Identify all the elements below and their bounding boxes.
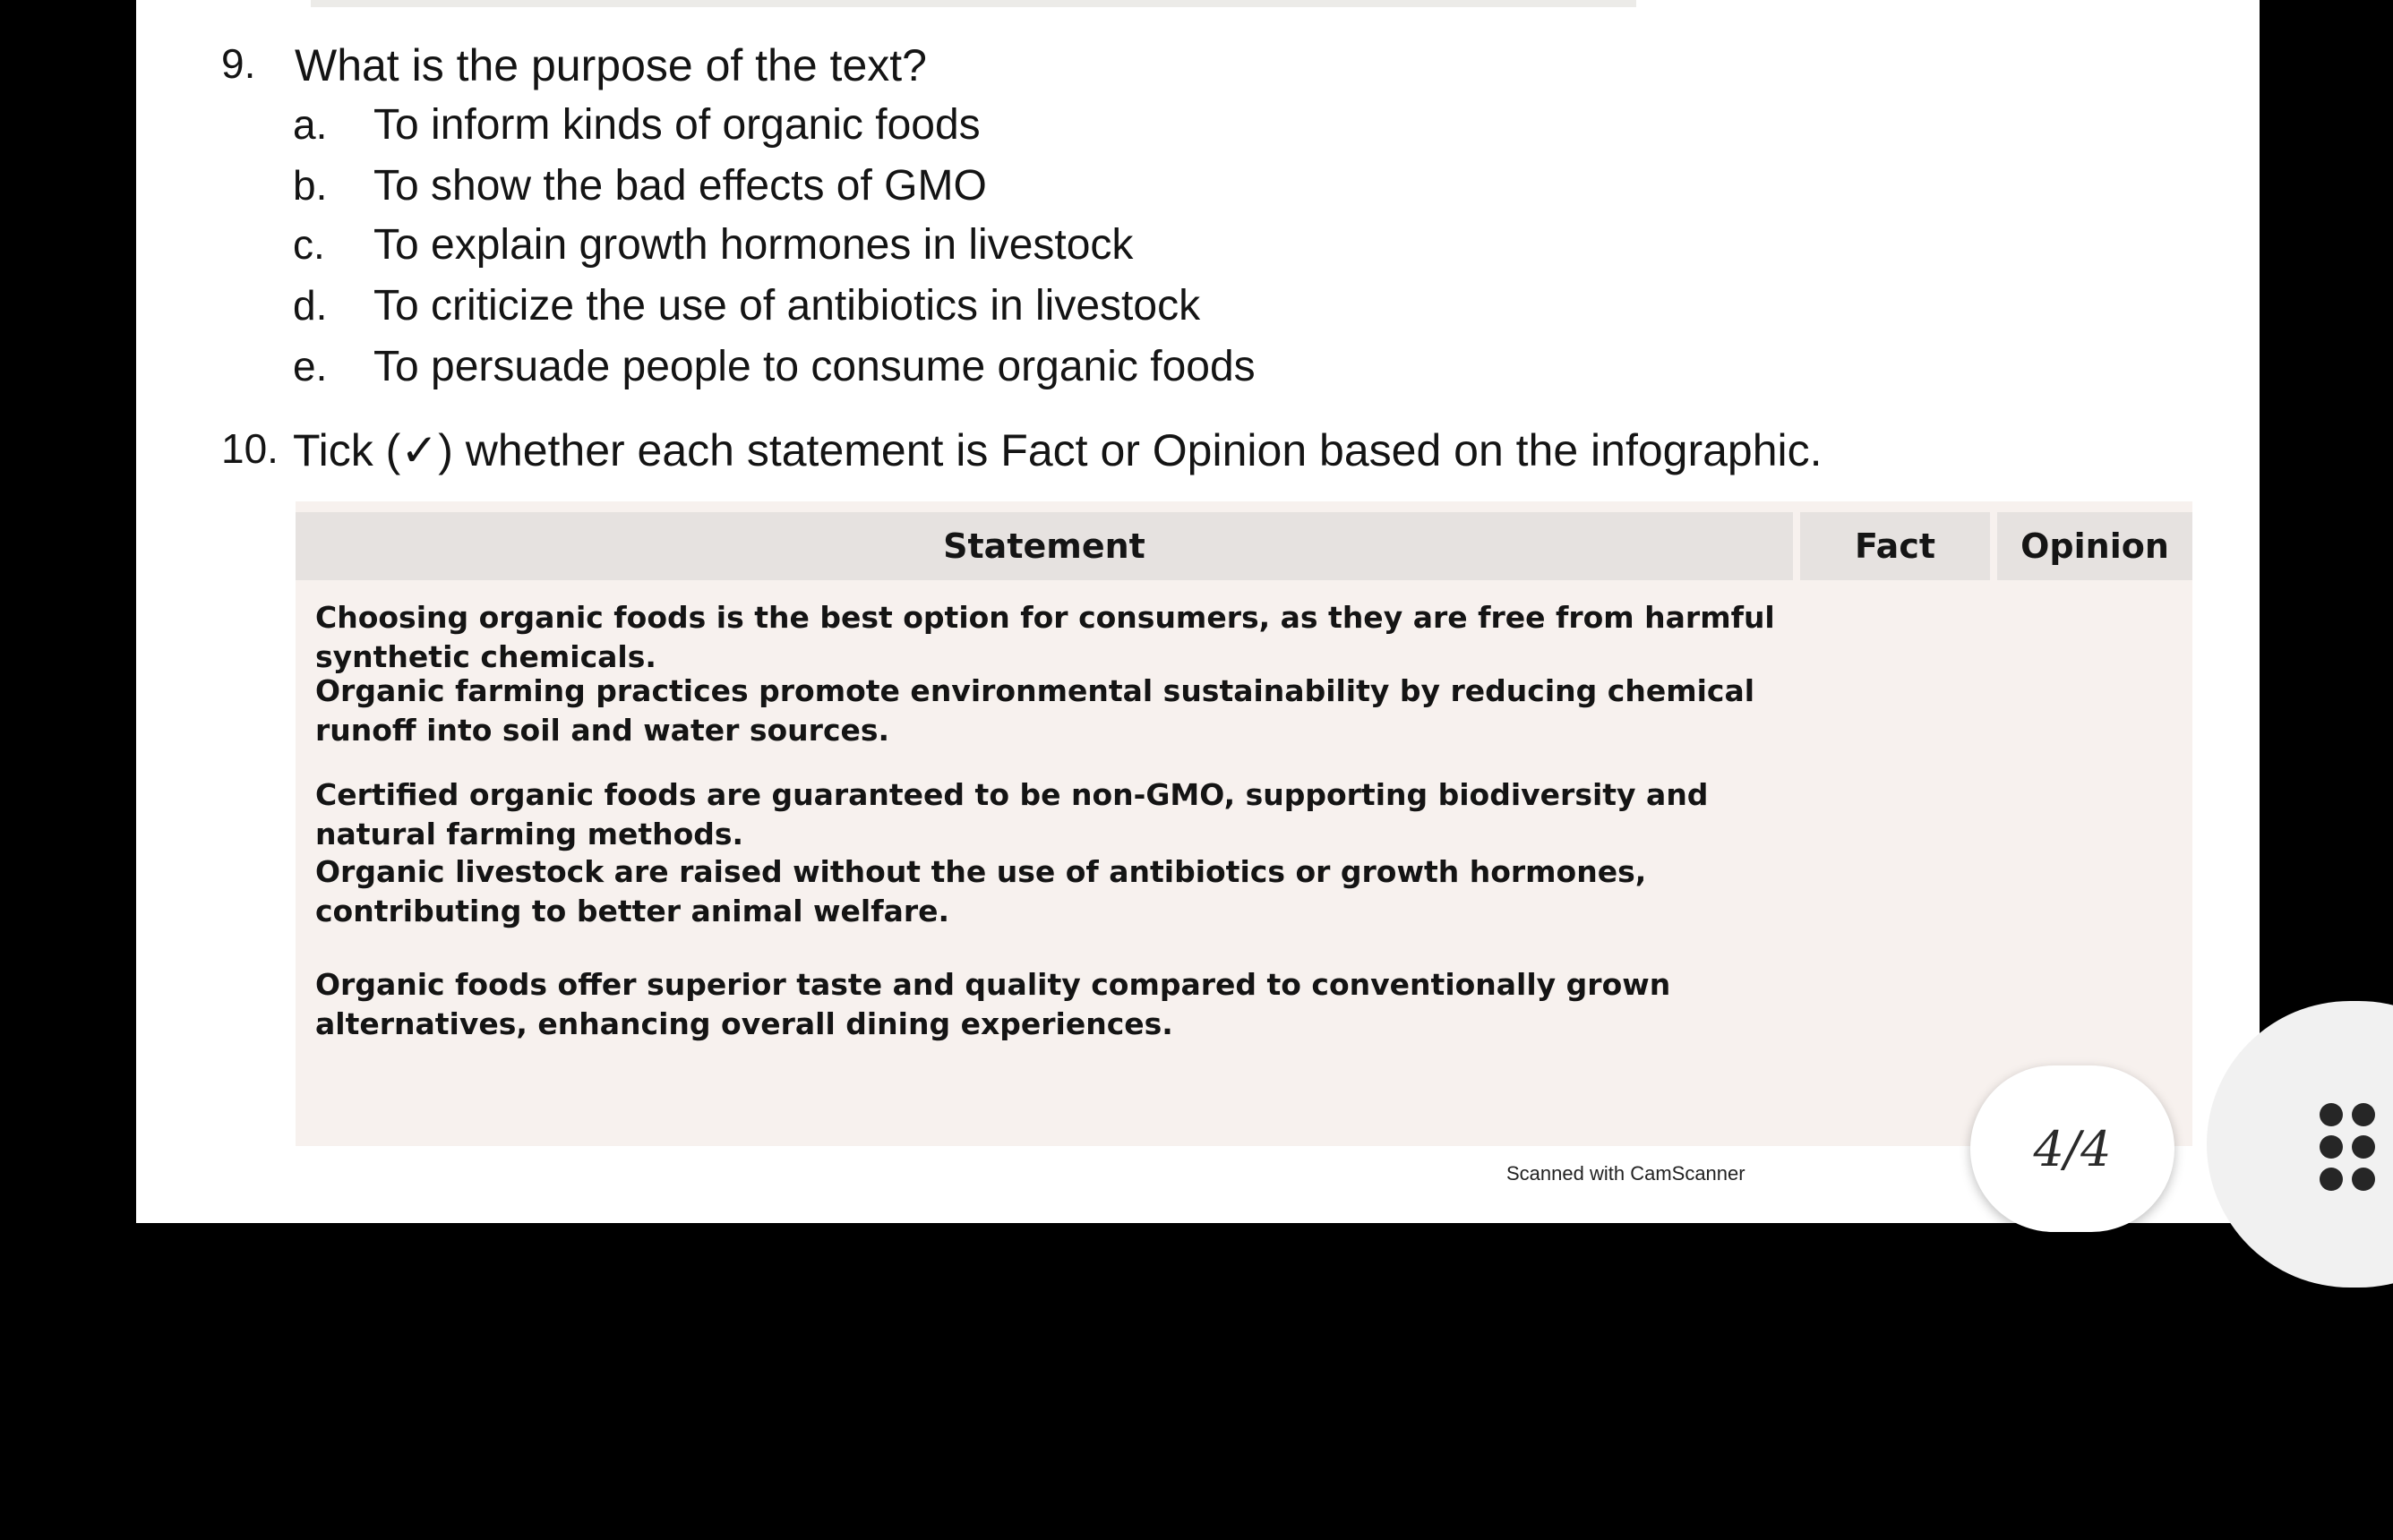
document-page [136,0,2260,1223]
dot [2352,1168,2375,1191]
dot [2320,1168,2343,1191]
option-text: To show the bad effects of GMO [373,162,987,210]
fact-checkbox-cell[interactable] [1805,595,1985,648]
dot [2352,1135,2375,1159]
opinion-checkbox-cell[interactable] [2004,595,2183,648]
option-text: To persuade people to consume organic foods [373,343,1256,390]
page-top-edge [311,0,1636,7]
grid-dots-icon[interactable] [2320,1103,2377,1185]
opinion-checkbox-cell[interactable] [2004,858,2183,911]
fact-checkbox-cell[interactable] [1805,677,1985,731]
option-text: To inform kinds of organic foods [373,101,981,149]
option-text: To criticize the use of antibiotics in livestock [373,282,1201,329]
dot [2352,1103,2375,1126]
option-letter: d. [293,282,328,329]
table-row-statement: Organic foods offer superior taste and quality compared to conventionally grown alternatives, enhancing overall dining experiences. [315,967,1671,1041]
table-row-statement: Certified organic foods are guaranteed to be non-GMO, supporting biodiversity and natural farming methods. [315,777,1709,851]
fact-opinion-table [296,501,2192,1146]
dot [2320,1135,2343,1159]
dot [2320,1103,2343,1126]
option-letter: b. [293,162,328,209]
table-row-statement: Organic livestock are raised without the use of antibiotics or growth hormones, contributing to better animal welfare. [315,854,1647,928]
option-letter: a. [293,101,328,148]
opinion-checkbox-cell[interactable] [2004,677,2183,731]
page-indicator[interactable]: 4/4 [1970,1065,2174,1232]
option-letter: c. [293,221,325,268]
question-text: What is the purpose of the text? [295,40,927,90]
scan-credit: Scanned with CamScanner [1506,1162,1745,1185]
header-fact: Fact [1800,512,1990,580]
opinion-checkbox-cell[interactable] [2004,971,2183,1024]
table-row-statement: Organic farming practices promote environmental sustainability by reducing chemical runoff into soil and water sources. [315,673,1755,748]
fact-checkbox-cell[interactable] [1805,772,1985,826]
question-text: Tick (✓) whether each statement is Fact or Opinion based on the infographic. [293,425,1823,475]
table-row-statement: Choosing organic foods is the best option for consumers, as they are free from harmful synthetic chemicals. [315,600,1775,674]
header-statement: Statement [296,512,1793,580]
fact-checkbox-cell[interactable] [1805,971,1985,1024]
option-letter: e. [293,343,328,389]
opinion-checkbox-cell[interactable] [2004,772,2183,826]
fact-checkbox-cell[interactable] [1805,858,1985,911]
question-number: 9. [221,40,256,87]
header-opinion: Opinion [1997,512,2192,580]
question-number: 10. [221,425,279,472]
option-text: To explain growth hormones in livestock [373,221,1134,269]
